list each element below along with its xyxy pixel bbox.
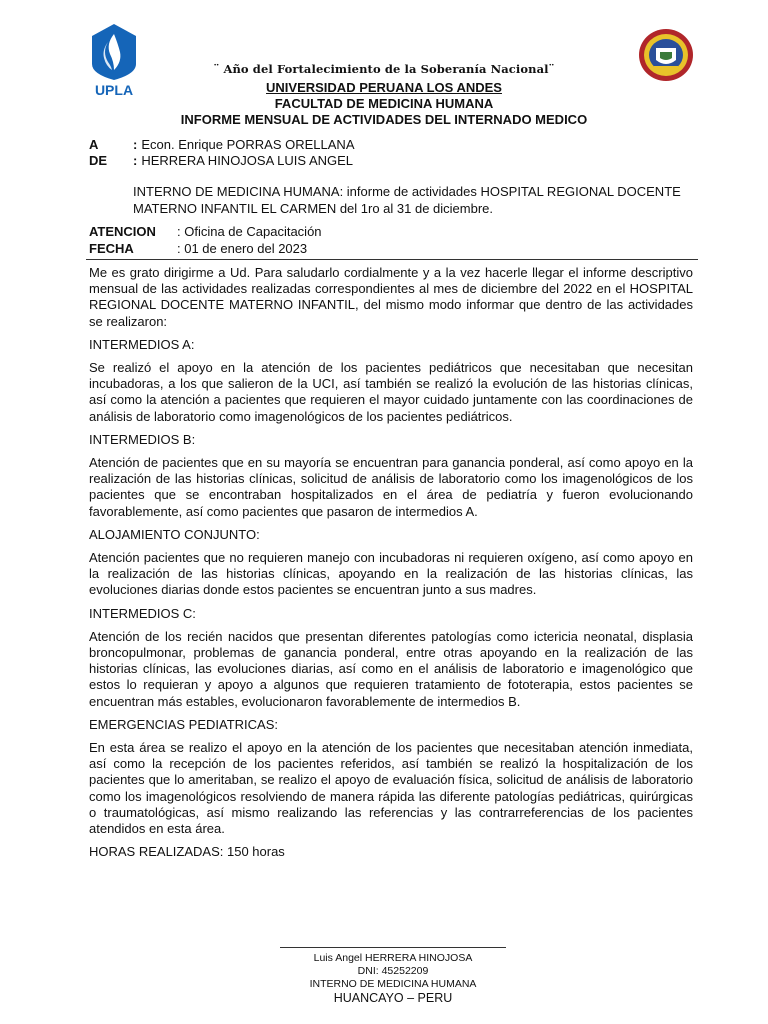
sender-row xyxy=(89,153,353,169)
recipient-value: Econ. Enrique PORRAS ORELLANA xyxy=(141,137,355,152)
sender-value: HERRERA HINOJOSA LUIS ANGEL xyxy=(141,153,354,168)
signature-line xyxy=(280,947,506,948)
section-text: Atención de pacientes que en su mayoría se encuentran para ganancia ponderal, así como apoyo en la realización de las historias clínicas, solicitud de análisis de laboratorio como los imagenológicos de los pacientes que se encontraban hospitalizados en el área de pediatría y fueron evolucionando favorablemente, así como pacientes que pasaron de intermedios A. xyxy=(89,455,693,519)
report-subject: INTERNO DE MEDICINA HUMANA: informe de actividades HOSPITAL REGIONAL DOCENTE MATERNO INFANTIL EL CARMEN del 1ro al 31 de diciembre. xyxy=(133,184,681,216)
signer-name: Luis Angel HERRERA HINOJOSA xyxy=(313,952,473,964)
logo-text: UPLA xyxy=(94,82,134,98)
report-title: INFORME MENSUAL DE ACTIVIDADES DEL INTERNADO MEDICO xyxy=(180,112,588,127)
date-value: : 01 de enero del 2023 xyxy=(177,241,308,256)
section-heading: INTERMEDIOS A: xyxy=(89,336,195,352)
section-heading: EMERGENCIAS PEDIATRICAS: xyxy=(89,716,279,732)
header-divider xyxy=(86,259,698,260)
sender-colon: : xyxy=(133,153,138,168)
report-body xyxy=(89,265,693,868)
attention-label: ATENCION xyxy=(89,224,156,239)
signer-dni: DNI: 45252209 xyxy=(357,965,429,977)
signer-city: HUANCAYO – PERU xyxy=(333,991,453,1005)
section-heading: INTERMEDIOS B: xyxy=(89,431,196,447)
section-heading: INTERMEDIOS C: xyxy=(89,605,196,621)
attention-row xyxy=(89,224,322,240)
recipient-colon: : xyxy=(133,137,138,152)
hours-summary: HORAS REALIZADAS: 150 horas xyxy=(89,844,285,860)
university-name: UNIVERSIDAD PERUANA LOS ANDES xyxy=(266,80,502,95)
section-text: Se realizó el apoyo en la atención de los pacientes pediátricos que necesitaban que necesitan incubadoras, a los que salieron de la UCI, así también se realizó la evolución de las historias clínicas, así como la atención a pacientes que requieren el mayor cuidado juntamente con las coordinaciones de análisis de laboratorio como imagenológicos de los pacientes pediátricos. xyxy=(89,360,693,424)
recipient-label: A xyxy=(89,137,99,152)
section-heading: ALOJAMIENTO CONJUNTO: xyxy=(89,526,260,542)
section-text: En esta área se realizo el apoyo en la atención de los pacientes que necesitaban atención inmediata, así como la recepción de los pacientes referidos, así también se realizó la hospitalización de los pacientes que lo ameritaban, se realizo el apoyo de evaluación física, solicitud de análisis de laboratorio como los imagenológicos resolviendo de manera rápida las diferente patologías pediátricas, quirúrgicas o traumatológicas, así mismo realizando las referencias y las contrarreferencias de los pacientes atendidos en esta área. xyxy=(89,740,693,837)
signer-role: INTERNO DE MEDICINA HUMANA xyxy=(309,978,477,990)
faculty-name: FACULTAD DE MEDICINA HUMANA xyxy=(274,96,494,111)
recipient-row xyxy=(89,137,355,153)
sender-label: DE xyxy=(89,153,108,168)
date-label: FECHA xyxy=(89,241,134,256)
section-text: Atención pacientes que no requieren manejo con incubadoras ni requieren oxígeno, así como apoyo en la realización de las historias clínicas, apoyando en la realización de las historias clínicas, las evoluciones diarias donde estos pacientes se encuentran junto a sus madres. xyxy=(89,550,693,598)
intro-paragraph: Me es grato dirigirme a Ud. Para saludarlo cordialmente y a la vez hacerle llegar el informe descriptivo mensual de las actividades realizadas correspondientes al mes de diciembre del 2022 en el HOSPITAL REGIONAL DOCENTE MATERNO INFANTIL, del mismo modo informar que dentro de las actividades se realizaron: xyxy=(89,265,693,329)
section-text: Atención de los recién nacidos que presentan diferentes patologías como ictericia neonatal, displasia broncopulmonar, problemas de ganancia ponderal, entre otras apoyando en la realización de las historias clínicas, las evoluciones diarias, así como en el análisis de laboratorio e imagenológico que estos lo requieran y apoyo a algunos que requieren tratamiento de fototerapia, estos pacientes se encuentran más estables, evolucionaron favorablemente de intermedios B. xyxy=(89,628,693,709)
national-motto: ¨ Año del Fortalecimiento de la Soberanía Nacional¨ xyxy=(213,62,555,76)
date-row xyxy=(89,241,307,257)
attention-value: : Oficina de Capacitación xyxy=(177,224,322,239)
